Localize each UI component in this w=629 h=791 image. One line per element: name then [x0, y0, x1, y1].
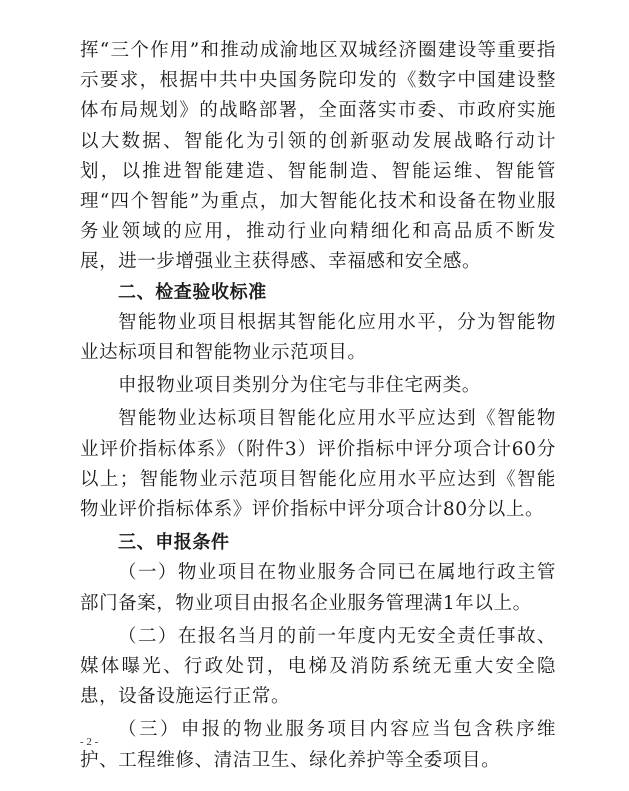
paragraph-scoring-requirements: 智能物业达标项目智能化应用水平应达到《智能物业评价指标体系》（附件3）评价指标中评分项合计60分以上；智能物业示范项目智能化应用水平应达到《智能物业评价指标体系》评价指标中评分项合计80分以上。 — [80, 408, 556, 521]
document-body — [80, 36, 556, 776]
paragraph-intro: 挥“三个作用”和推动成渝地区双城经济圈建设等重要指示要求，根据中共中央国务院印发的《数字中国建设整体布局规划》的战略部署，全面落实市委、市政府实施以大数据、智能化为引领的创新驱动发展战略行动计划，以推进智能建造、智能制造、智能运维、智能管理“四个智能”为重点，加大智能化技术和设备在物业服务业领域的应用，推动行业向精细化和高品质不断发展，进一步增强业主获得感、幸福感和安全感。 — [80, 40, 556, 273]
paragraph-condition-2: （二）在报名当月的前一年度内无安全责任事故、媒体曝光、行政处罚，电梯及消防系统无重大安全隐患，设备设施运行正常。 — [80, 625, 556, 708]
page-number: - 2 - — [80, 736, 99, 748]
paragraph-condition-3: （三）申报的物业服务项目内容应当包含秩序维护、工程维修、清洁卫生、绿化养护等全委项目。 — [80, 719, 556, 771]
paragraph-project-classification: 智能物业项目根据其智能化应用水平，分为智能物业达标项目和智能物业示范项目。 — [80, 311, 556, 364]
section-heading-inspection-standards: 二、检查验收标准 — [118, 281, 267, 303]
paragraph-project-categories: 申报物业项目类别分为住宅与非住宅两类。 — [118, 375, 481, 397]
paragraph-condition-1: （一）物业项目在物业服务合同已在属地行政主管部门备案，物业项目由报名企业服务管理满1年以上。 — [80, 562, 556, 614]
section-heading-application-conditions: 三、申报条件 — [118, 532, 230, 554]
